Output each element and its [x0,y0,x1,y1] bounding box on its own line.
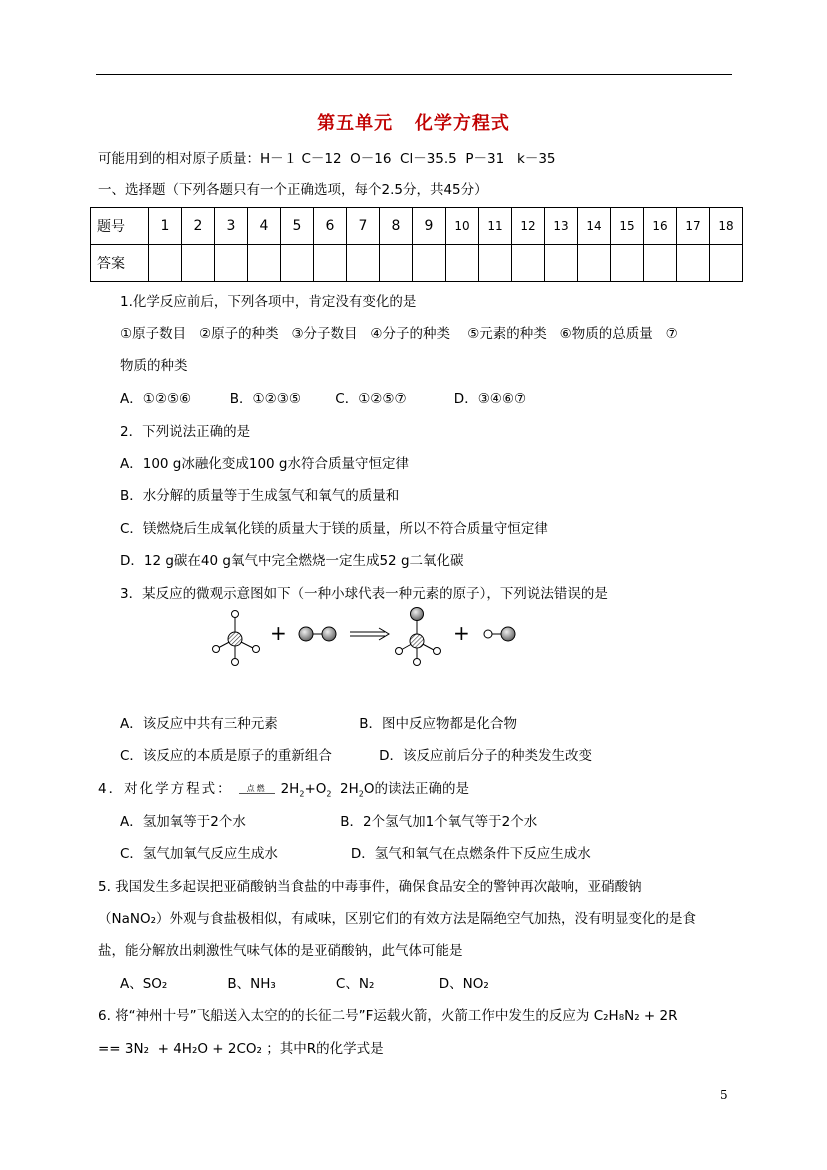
reaction-arrow [350,628,389,640]
table-cell: 4 [248,208,281,245]
q3-options-ab: A．该反应中共有三种元素 B．图中反应物都是化合物 [120,716,518,732]
table-row [91,245,743,282]
q1-items: ①原子数目 ②原子的种类 ③分子数目 ④分子的种类 ⑤元素的种类 ⑥物质的总质量 ⑦ [120,326,678,342]
table-cell: 12 [512,208,545,245]
answer-cell[interactable] [380,245,413,282]
q4-stem: 4．对化学方程式： 点燃 $2H_2+O_2$ $2H_2O$的读法正确的是 [98,781,470,799]
answer-cell[interactable] [215,245,248,282]
q4-options-ab: A．氢加氧等于2个水 B．2个氢气加1个氧气等于2个水 [120,814,538,830]
q6-line2: == 3N₂ + 4H₂O + 2CO₂ ；其中R的化学式是 [98,1041,384,1057]
q2-option-d: D．12 g碳在40 g氧气中完全燃烧一定生成52 g二氧化碳 [120,553,464,569]
q2-option-c: C．镁燃烧后生成氧化镁的质量大于镁的质量，所以不符合质量守恒定律 [120,521,548,537]
table-row [91,208,743,245]
answer-cell[interactable] [314,245,347,282]
answer-cell[interactable] [578,245,611,282]
table-cell: 18 [710,208,743,245]
table-cell: 10 [446,208,479,245]
answer-cell[interactable] [479,245,512,282]
q2-stem: 2．下列说法正确的是 [120,424,251,440]
table-cell: 15 [611,208,644,245]
table-cell: 1 [149,208,182,245]
answer-cell[interactable] [644,245,677,282]
answer-cell[interactable] [347,245,380,282]
atomic-mass-note: 可能用到的相对原子质量：H－１ C－12 O－16 Cl－35.5 P－31 k－35 [98,151,556,167]
reactant-molecule-1 [213,611,260,666]
answer-cell[interactable] [710,245,743,282]
table-cell: 6 [314,208,347,245]
q2-option-a: A．100 g冰融化变成100 g水符合质量守恒定律 [120,456,409,472]
q2-option-b: B．水分解的质量等于生成氢气和氧气的质量和 [120,488,400,504]
table-cell: 17 [677,208,710,245]
page-title: 第五单元 化学方程式 [317,113,510,134]
header-rule [96,74,732,75]
table-cell: 5 [281,208,314,245]
table-cell: 9 [413,208,446,245]
answer-table [90,207,743,282]
answer-cell[interactable] [446,245,479,282]
condition-label: 点燃 [239,785,275,794]
table-cell: 16 [644,208,677,245]
row-label-number: 题号 [91,208,149,245]
q3-stem: 3．某反应的微观示意图如下（一种小球代表一种元素的原子），下列说法错误的是 [120,586,608,602]
q1-options: A．①②⑤⑥ B．①②③⑤ C．①②⑤⑦ D．③④⑥⑦ [120,391,527,407]
reactant-molecule-2 [299,627,336,641]
answer-cell[interactable] [149,245,182,282]
q5-line2: （NaNO₂）外观与食盐极相似，有咸味，区别它们的有效方法是隔绝空气加热，没有明显变化的是食 [98,911,697,927]
table-cell: 8 [380,208,413,245]
table-cell: 11 [479,208,512,245]
table-cell: 14 [578,208,611,245]
table-cell: 3 [215,208,248,245]
svg-text:+: + [453,621,470,645]
table-cell: 13 [545,208,578,245]
reaction-diagram [205,607,525,667]
answer-cell[interactable] [611,245,644,282]
q3-options-cd: C．该反应的本质是原子的重新组合 D．该反应前后分子的种类发生改变 [120,748,593,764]
q1-items-cont: 物质的种类 [120,358,188,374]
answer-cell[interactable] [182,245,215,282]
page-number: 5 [720,1088,728,1102]
answer-cell[interactable] [545,245,578,282]
table-cell: 7 [347,208,380,245]
svg-text:+: + [270,621,287,645]
answer-cell[interactable] [512,245,545,282]
q6-line1: 6. 将“神州十号”飞船送入太空的的长征二号”F运载火箭，火箭工作中发生的反应为 C₂H₈N₂ + 2R [98,1008,678,1024]
q5-line3: 盐，能分解放出刺激性气味气体的是亚硝酸钠，此气体可能是 [98,943,463,959]
row-label-answer: 答案 [91,245,149,282]
answer-cell[interactable] [248,245,281,282]
q1-stem: 1.化学反应前后，下列各项中，肯定没有变化的是 [120,294,417,310]
product-molecule-1 [396,608,441,666]
q5-line1: 5. 我国发生多起误把亚硝酸钠当食盐的中毒事件，确保食品安全的警钟再次敲响，亚硝酸钠 [98,879,642,895]
q4-options-cd: C．氢气加氧气反应生成水 D．氢气和氧气在点燃条件下反应生成水 [120,846,591,862]
product-molecule-2 [484,627,515,641]
q5-options: A、SO₂ B、NH₃ C、N₂ D、NO₂ [120,976,489,992]
answer-cell[interactable] [281,245,314,282]
answer-cell[interactable] [413,245,446,282]
table-cell: 2 [182,208,215,245]
answer-cell[interactable] [677,245,710,282]
section-heading: 一、选择题（下列各题只有一个正确选项，每个2.5分，共45分） [98,182,488,198]
